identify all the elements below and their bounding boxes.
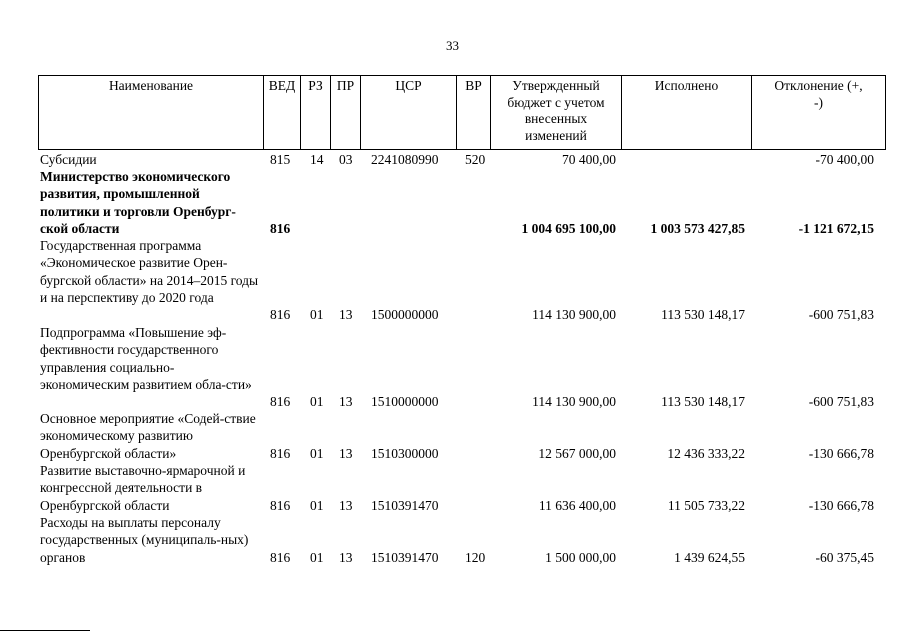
row-name: Субсидии bbox=[40, 152, 97, 167]
row-deviation: -1 121 672,15 bbox=[798, 221, 874, 236]
row-deviation: -130 666,78 bbox=[808, 446, 874, 461]
row-executed: 1 003 573 427,85 bbox=[650, 221, 745, 236]
header-approved: Утвержденный бюджет с учетом внесенных изменений bbox=[490, 76, 621, 149]
row-ved: 815 bbox=[270, 152, 291, 167]
header-vr: ВР bbox=[456, 76, 490, 149]
row-rz: 01 bbox=[310, 446, 324, 461]
footnote-divider bbox=[0, 630, 90, 631]
header-pr: ПР bbox=[330, 76, 360, 149]
row-deviation: -600 751,83 bbox=[808, 394, 874, 409]
row-csr: 2241080990 bbox=[371, 152, 439, 167]
row-approved: 70 400,00 bbox=[562, 152, 616, 167]
row-rz: 14 bbox=[310, 152, 324, 167]
header-csr: ЦСР bbox=[360, 76, 456, 149]
table-header bbox=[38, 75, 886, 150]
row-deviation: -60 375,45 bbox=[815, 550, 874, 565]
row-csr: 1510000000 bbox=[371, 394, 439, 409]
row-executed: 113 530 148,17 bbox=[661, 307, 745, 322]
row-executed: 11 505 733,22 bbox=[667, 498, 745, 513]
row-rz: 01 bbox=[310, 394, 324, 409]
header-rz: РЗ bbox=[300, 76, 330, 149]
row-executed: 1 439 624,55 bbox=[674, 550, 745, 565]
row-ved: 816 bbox=[270, 446, 291, 461]
row-vr: 120 bbox=[465, 550, 486, 565]
header-deviation: Отклонение (+, -) bbox=[751, 76, 885, 149]
row-ved: 816 bbox=[270, 394, 291, 409]
row-vr: 520 bbox=[465, 152, 486, 167]
row-name: Подпрограмма «Повышение эф-фективности государственного управления социально-экономическим развитием обла-сти» bbox=[40, 325, 252, 393]
row-deviation: -130 666,78 bbox=[808, 498, 874, 513]
row-approved: 1 004 695 100,00 bbox=[521, 221, 616, 236]
row-pr: 13 bbox=[339, 446, 353, 461]
row-deviation: -70 400,00 bbox=[815, 152, 874, 167]
row-pr: 13 bbox=[339, 498, 353, 513]
row-name: Государственная программа «Экономическое развитие Орен-бургской области» на 2014–2015 годы и на перспективу до 2020 года bbox=[40, 238, 259, 306]
page-number: 33 bbox=[446, 38, 459, 53]
row-pr: 03 bbox=[339, 152, 353, 167]
row-pr: 13 bbox=[339, 394, 353, 409]
row-name: Основное мероприятие «Содей-ствие экономическому развитию Оренбургской области» bbox=[40, 411, 256, 461]
row-name: Расходы на выплаты персоналу государственных (муниципаль-ных) органов bbox=[40, 515, 249, 565]
row-csr: 1510391470 bbox=[371, 550, 439, 565]
row-executed: 113 530 148,17 bbox=[661, 394, 745, 409]
row-rz: 01 bbox=[310, 307, 324, 322]
header-executed: Исполнено bbox=[621, 76, 751, 149]
row-approved: 1 500 000,00 bbox=[545, 550, 616, 565]
header-name: Наименование bbox=[108, 78, 194, 93]
row-rz: 01 bbox=[310, 498, 324, 513]
row-csr: 1510391470 bbox=[371, 498, 439, 513]
row-deviation: -600 751,83 bbox=[808, 307, 874, 322]
row-name: Развитие выставочно-ярмарочной и конгрессной деятельности в Оренбургской области bbox=[40, 463, 246, 513]
row-approved: 114 130 900,00 bbox=[532, 394, 616, 409]
row-ved: 816 bbox=[270, 307, 291, 322]
row-name: Министерство экономического развития, промышленной политики и торговли Оренбург-ской области bbox=[40, 169, 236, 237]
row-ved: 816 bbox=[270, 550, 291, 565]
row-executed: 12 436 333,22 bbox=[667, 446, 745, 461]
row-approved: 12 567 000,00 bbox=[538, 446, 616, 461]
row-ved: 816 bbox=[270, 221, 291, 236]
header-ved: ВЕД bbox=[263, 76, 300, 149]
row-csr: 1510300000 bbox=[371, 446, 439, 461]
row-rz: 01 bbox=[310, 550, 324, 565]
row-approved: 114 130 900,00 bbox=[532, 307, 616, 322]
row-pr: 13 bbox=[339, 550, 353, 565]
row-ved: 816 bbox=[270, 498, 291, 513]
row-pr: 13 bbox=[339, 307, 353, 322]
row-csr: 1500000000 bbox=[371, 307, 439, 322]
row-approved: 11 636 400,00 bbox=[538, 498, 616, 513]
